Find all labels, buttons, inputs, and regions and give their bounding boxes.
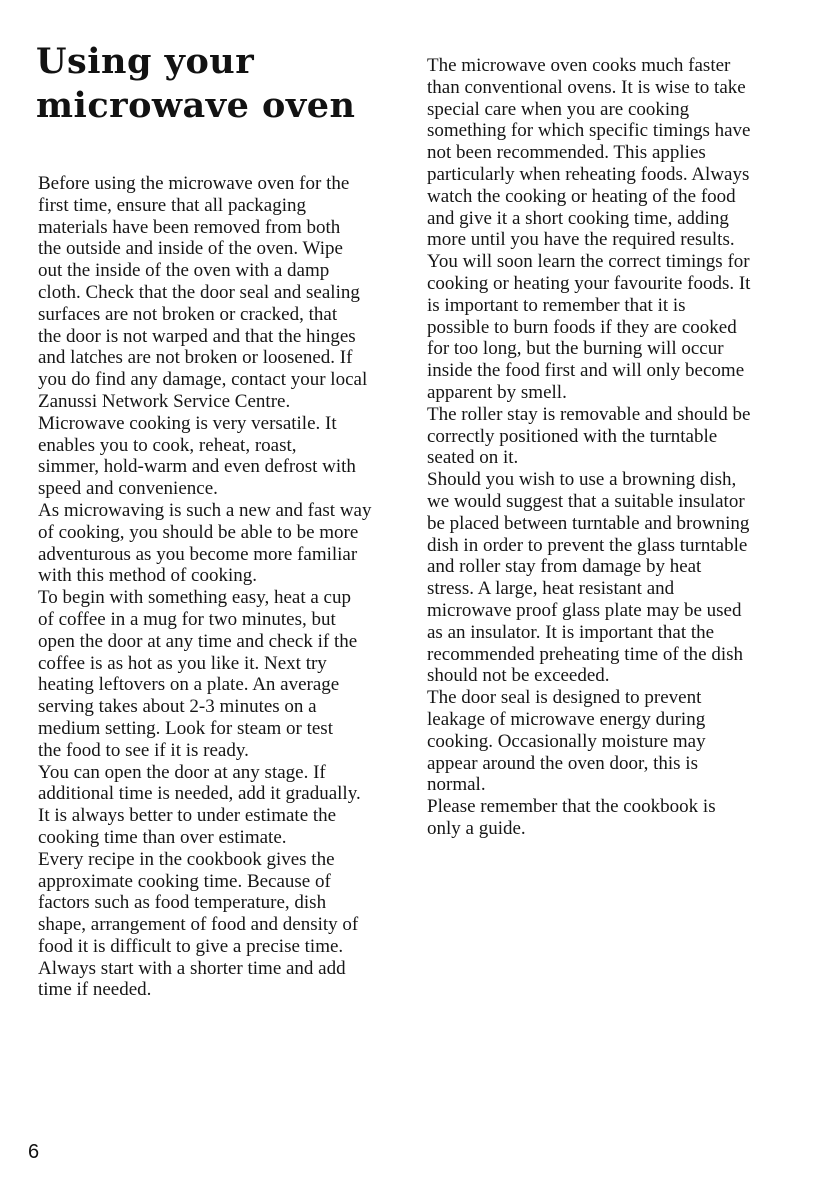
text-line: apparent by smell. [427,381,567,403]
text-line: and give it a short cooking time, adding [427,207,729,229]
text-line: cooking. Occasionally moisture may [427,730,706,752]
text-line: than conventional ovens. It is wise to take [427,76,746,98]
text-line: enables you to cook, reheat, roast, [38,434,297,456]
text-line: more until you have the required results. [427,229,735,251]
text-line: adventurous as you become more familiar [38,543,358,565]
text-line: the food to see if it is ready. [38,739,249,761]
text-line: and roller stay from damage by heat [427,556,702,578]
left-text-column [38,173,420,1001]
text-line: Zanussi Network Service Centre. [38,390,291,412]
text-line: appear around the oven door, this is [427,752,698,774]
text-line: particularly when reheating foods. Always [427,163,750,185]
text-line: we would suggest that a suitable insulator [427,490,745,512]
paragraph [427,404,807,469]
text-line: Please remember that the cookbook is [427,796,716,818]
right-text-column [427,55,807,840]
text-line: You can open the door at any stage. If [38,761,326,783]
text-line: of cooking, you should be able to be more [38,521,359,543]
text-line: dish in order to prevent the glass turntable [427,534,748,556]
text-line: Always start with a shorter time and add [38,957,346,979]
text-line: heating leftovers on a plate. An average [38,674,340,696]
text-line: only a guide. [427,817,526,839]
text-line: materials have been removed from both [38,216,341,238]
text-line: leakage of microwave energy during [427,708,706,730]
text-line: The microwave oven cooks much faster [427,55,731,76]
text-line: you do find any damage, contact your local [38,369,368,391]
text-line: open the door at any time and check if the [38,630,358,652]
text-line: serving takes about 2-3 minutes on a [38,696,317,718]
text-line: correctly positioned with the turntable [427,425,718,447]
text-line: It is always better to under estimate the [38,805,337,827]
text-line: simmer, hold-warm and even defrost with [38,456,356,478]
paragraph [427,687,807,796]
text-line: and latches are not broken or loosened. If [38,347,353,369]
page-number: 6 [28,1141,40,1163]
text-line: coffee is as hot as you like it. Next try [38,652,327,674]
text-line: Before using the microwave oven for the [38,173,350,194]
text-line: first time, ensure that all packaging [38,194,307,216]
text-line: is important to remember that it is [427,294,686,316]
text-line: Microwave cooking is very versatile. It [38,412,337,434]
text-line: The door seal is designed to prevent [427,687,702,709]
text-line: cloth. Check that the door seal and sealing [38,281,360,303]
paragraph [38,587,420,761]
text-line: the outside and inside of the oven. Wipe [38,238,343,260]
text-line: microwave proof glass plate may be used [427,599,742,621]
text-line: factors such as food temperature, dish [38,892,327,914]
page-title [36,40,416,128]
text-line: The roller stay is removable and should be [427,403,751,425]
text-line: speed and convenience. [38,478,218,500]
paragraph [427,469,807,687]
text-line: approximate cooking time. Because of [38,870,331,892]
paragraph [38,173,420,413]
text-line: special care when you are cooking [427,98,690,120]
text-line: possible to burn foods if they are cooked [427,316,737,338]
text-line: something for which specific timings have [427,120,751,142]
text-line: As microwaving is such a new and fast way [38,499,372,521]
text-line: recommended preheating time of the dish [427,643,744,665]
paragraph [427,796,807,840]
text-line: medium setting. Look for steam or test [38,717,333,739]
paragraph [38,849,420,1002]
text-line: You will soon learn the correct timings for [427,251,750,273]
text-line: To begin with something easy, heat a cup [38,587,351,609]
title-line: Using your [36,41,255,82]
text-line: Should you wish to use a browning dish, [427,469,737,491]
text-line: with this method of cooking. [38,565,258,587]
text-line: food it is difficult to give a precise time. [38,935,344,957]
text-line: additional time is needed, add it gradually. [38,783,361,805]
text-line: out the inside of the oven with a damp [38,260,330,282]
text-line: surfaces are not broken or cracked, that [38,303,338,325]
text-line: be placed between turntable and browning [427,512,750,534]
paragraph [38,500,420,587]
title-line: microwave oven [36,85,356,126]
text-line: the door is not warped and that the hinges [38,325,356,347]
text-line: inside the food first and will only become [427,360,745,382]
paragraph [38,762,420,849]
text-line: should not be exceeded. [427,665,610,687]
text-line: normal. [427,774,486,796]
paragraph [427,55,807,404]
text-line: stress. A large, heat resistant and [427,578,675,600]
text-line: seated on it. [427,447,519,469]
text-line: for too long, but the burning will occur [427,338,724,360]
text-line: shape, arrangement of food and density of [38,914,359,936]
text-line: of coffee in a mug for two minutes, but [38,608,336,630]
text-line: cooking or heating your favourite foods. It [427,272,751,294]
paragraph [38,413,420,500]
text-line: watch the cooking or heating of the food [427,185,736,207]
text-line: Every recipe in the cookbook gives the [38,848,335,870]
text-line: as an insulator. It is important that the [427,621,715,643]
text-line: not been recommended. This applies [427,142,706,164]
text-line: cooking time than over estimate. [38,826,287,848]
text-line: time if needed. [38,979,152,1001]
